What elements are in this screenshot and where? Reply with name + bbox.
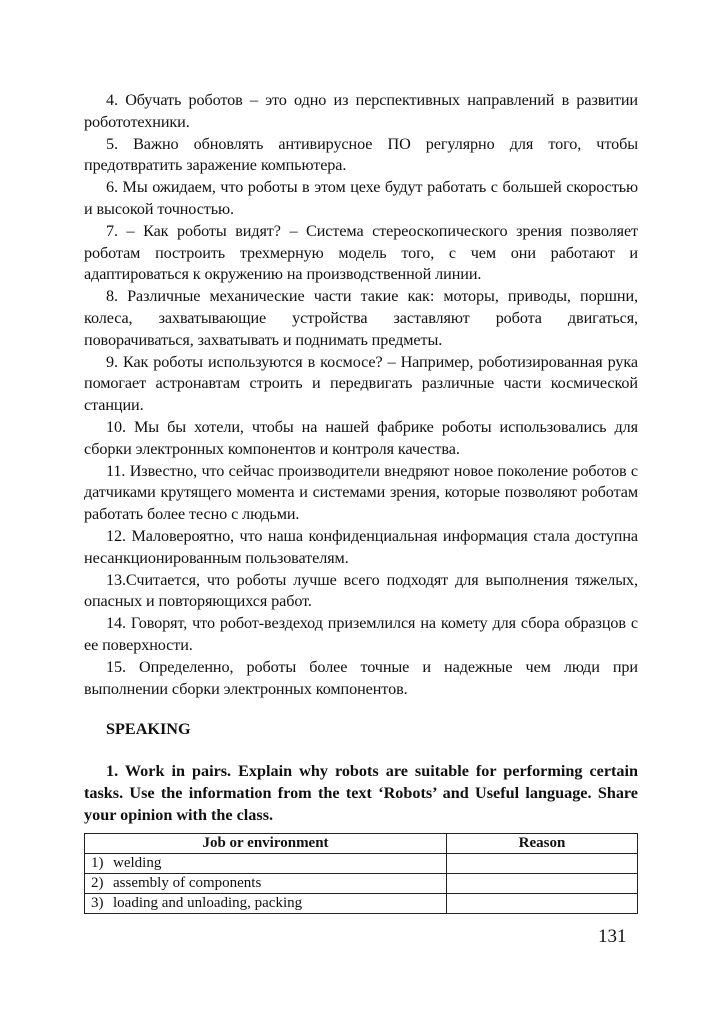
list-item: 15. Определенно, роботы более точные и надежные чем люди при выполнении сборки электронных компонентов. — [84, 657, 638, 698]
job-text: assembly of components — [113, 875, 262, 892]
list-item: 6. Мы ожидаем, что роботы в этом цехе будут работать с большей скоростью и высокой точностью. — [84, 178, 638, 218]
column-header-job: Job or environment — [85, 834, 447, 854]
page-number: 131 — [598, 926, 627, 947]
table-row — [85, 874, 638, 894]
row-number: 1) — [91, 855, 104, 872]
list-item: 4. Обучать роботов – это одно из перспективных направлений в развитии робототехники. — [84, 91, 638, 131]
reason-cell — [447, 874, 638, 894]
list-item: 12. Маловероятно, что наша конфиденциальная информация стала доступна несанкционированным пользователям. — [84, 526, 638, 567]
list-item: 7. – Как роботы видят? – Система стереоскопического зрения позволяет роботам построить трехмерную модель того, с чем они работают и адаптироваться к окружению на производственной линии. — [84, 221, 638, 284]
list-item: 11. Известно, что сейчас производители внедряют новое поколение роботов с датчиками крутящего момента и системами зрения, которые позволяют роботам работать более тесно с людьми. — [84, 461, 638, 524]
job-text: welding — [113, 855, 162, 872]
page-content — [84, 90, 638, 914]
list-item: 10. Мы бы хотели, чтобы на нашей фабрике роботы использовались для сборки электронных компонентов и контроля качества. — [84, 417, 638, 458]
list-item: 5. Важно обновлять антивирусное ПО регулярно для того, чтобы предотвратить заражение компьютера. — [84, 134, 638, 175]
numbered-sentence-list — [84, 90, 638, 700]
table-header-row — [85, 834, 638, 854]
job-reason-table — [84, 833, 638, 914]
job-cell — [85, 894, 447, 914]
job-text: loading and unloading, packing — [113, 895, 303, 912]
row-number: 3) — [91, 895, 104, 912]
table-row — [85, 854, 638, 874]
table-row — [85, 894, 638, 914]
section-heading-speaking: SPEAKING — [106, 720, 191, 739]
list-item: 14. Говорят, что робот-вездеход приземлился на комету для сбора образцов с ее поверхности. — [84, 614, 638, 654]
list-item: 13.Считается, что роботы лучше всего подходят для выполнения тяжелых, опасных и повторяющихся работ. — [84, 570, 638, 611]
reason-cell — [447, 894, 638, 914]
list-item: 9. Как роботы используются в космосе? – Например, роботизированная рука помогает астронавтам строить и передвигать различные части космической станции. — [84, 352, 638, 415]
job-cell — [85, 854, 447, 874]
column-header-reason: Reason — [447, 834, 638, 854]
job-cell — [85, 874, 447, 894]
row-number: 2) — [91, 875, 104, 892]
reason-cell — [447, 854, 638, 874]
task-instruction: 1. Work in pairs. Explain why robots are suitable for performing certain tasks. Use the information from the text ‘Robots’ and Useful language. Share your opinion with the class. — [84, 762, 638, 825]
list-item: 8. Различные механические части такие как: моторы, приводы, поршни, колеса, захватывающие устройства заставляют робота двигаться, поворачиваться, захватывать и поднимать предметы. — [84, 287, 638, 349]
